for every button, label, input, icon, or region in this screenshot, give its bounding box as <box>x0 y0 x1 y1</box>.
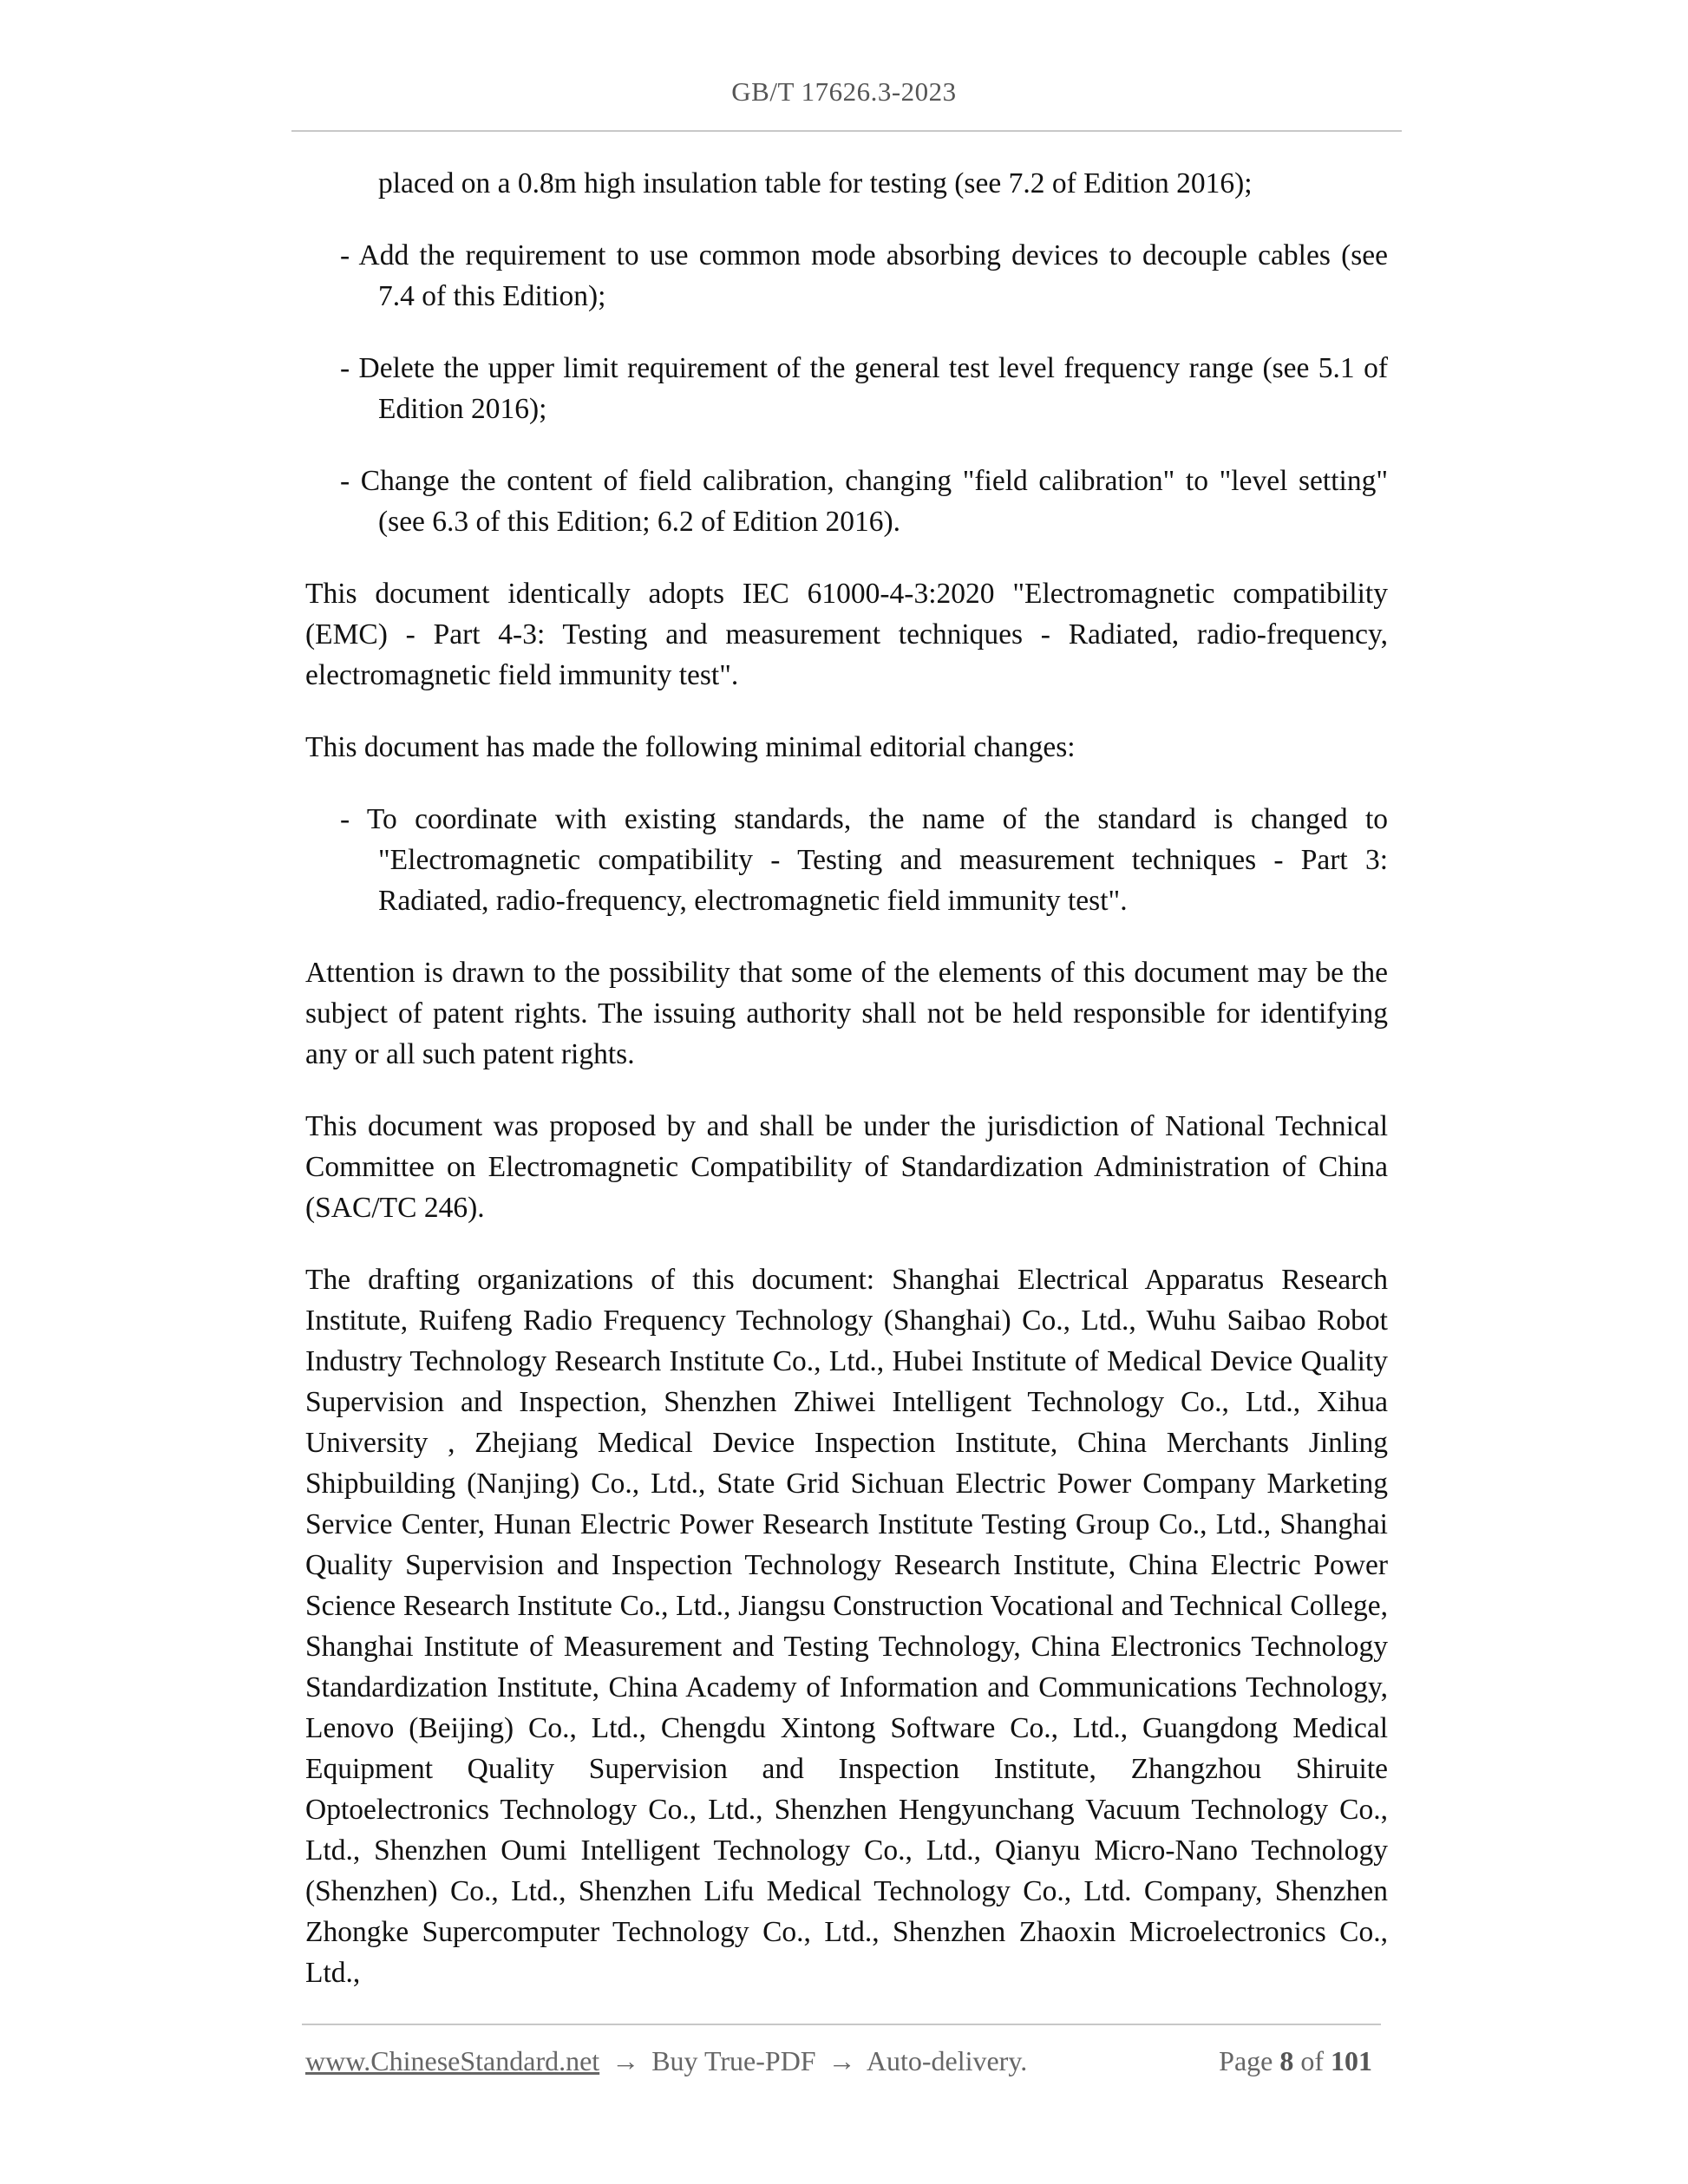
page-footer <box>305 2045 1381 2083</box>
document-header-title: GB/T 17626.3-2023 <box>731 76 957 107</box>
total-pages-number: 101 <box>1331 2045 1372 2076</box>
website-link[interactable]: www.ChineseStandard.net <box>305 2045 600 2076</box>
editorial-change-item: - To coordinate with existing standards, the name of the standard is changed to "Electromagnetic compatibility - Testing and measurement techniques - Part 3: Radiated, radio-frequency, electromagnetic field immunity test". <box>340 803 1388 917</box>
jurisdiction-paragraph: This document was proposed by and shall be under the jurisdiction of National Technical Committee on Electromagnetic Compatibility of Standardization Administration of China (SAC/TC 246). <box>305 1110 1388 1224</box>
page-counter <box>1219 2045 1372 2077</box>
patent-notice-paragraph: Attention is drawn to the possibility that some of the elements of this document may be the subject of patent rights. The issuing authority shall not be held responsible for identifying any or all such patent rights. <box>305 957 1388 1070</box>
change-list-item: - Add the requirement to use common mode absorbing devices to decouple cables (see 7.4 of this Edition); <box>340 239 1388 312</box>
document-body <box>305 163 1388 2024</box>
auto-delivery-text: Auto-delivery. <box>866 2045 1028 2076</box>
change-list-item: - Delete the upper limit requirement of the general test level frequency range (see 5.1 of Edition 2016); <box>340 352 1388 425</box>
adoption-paragraph: This document identically adopts IEC 61000-4-3:2020 "Electromagnetic compatibility (EMC) - Part 4-3: Testing and measurement techniques - Radiated, radio-frequency, electromagnetic field immunity test". <box>305 578 1388 691</box>
arrow-right-icon: → <box>612 2045 640 2076</box>
arrow-right-icon: → <box>828 2045 856 2076</box>
current-page-number: 8 <box>1279 2045 1294 2076</box>
of-label: of <box>1300 2045 1324 2076</box>
footer-divider <box>302 2024 1381 2025</box>
change-list-item: - Change the content of field calibration, changing "field calibration" to "level setting" (see 6.3 of this Edition; 6.2 of Edition 2016). <box>340 465 1388 538</box>
continued-list-item: placed on a 0.8m high insulation table for testing (see 7.2 of Edition 2016); <box>378 167 1253 199</box>
header-divider <box>291 130 1402 132</box>
editorial-changes-intro: This document has made the following minimal editorial changes: <box>305 731 1076 763</box>
buy-pdf-text: Buy True-PDF <box>651 2045 816 2076</box>
footer-promo <box>305 2045 1027 2077</box>
drafting-organizations-paragraph: The drafting organizations of this document: Shanghai Electrical Apparatus Research Institute, Ruifeng Radio Frequency Technology (Shanghai) Co., Ltd., Wuhu Saibao Robot Industry Technology Research Institute Co., Ltd., Hubei Institute of Medical Device Quality Supervision and Inspection, Shenzhen Zhiwei Intelligent Technology Co., Ltd., Xihua University , Zhejiang Medical Device Inspection Institute, China Merchants Jinling Shipbuilding (Nanjing) Co., Ltd., State Grid Sichuan Electric Power Company Marketing Service Center, Hunan Electric Power Research Institute Testing Group Co., Ltd., Shanghai Quality Supervision and Inspection Technology Research Institute, China Electric Power Science Research Institute Co., Ltd., Jiangsu Construction Vocational and Technical College, Shanghai Institute of Measurement and Testing Technology, China Electronics Technology Standardization Institute, China Academy of Information and Communications Technology, Lenovo (Beijing) Co., Ltd., Chengdu Xintong Software Co., Ltd., Guangdong Medical Equipment Quality Supervision and Inspection Institute, Zhangzhou Shiruite Optoelectronics Technology Co., Ltd., Shenzhen Hengyunchang Vacuum Technology Co., Ltd., Shenzhen Oumi Intelligent Technology Co., Ltd., Qianyu Micro-Nano Technology (Shenzhen) Co., Ltd., Shenzhen Lifu Medical Technology Co., Ltd. Company, Shenzhen Zhongke Supercomputer Technology Co., Ltd., Shenzhen Zhaoxin Microelectronics Co., Ltd., <box>305 1264 1388 1989</box>
page-label: Page <box>1219 2045 1273 2076</box>
